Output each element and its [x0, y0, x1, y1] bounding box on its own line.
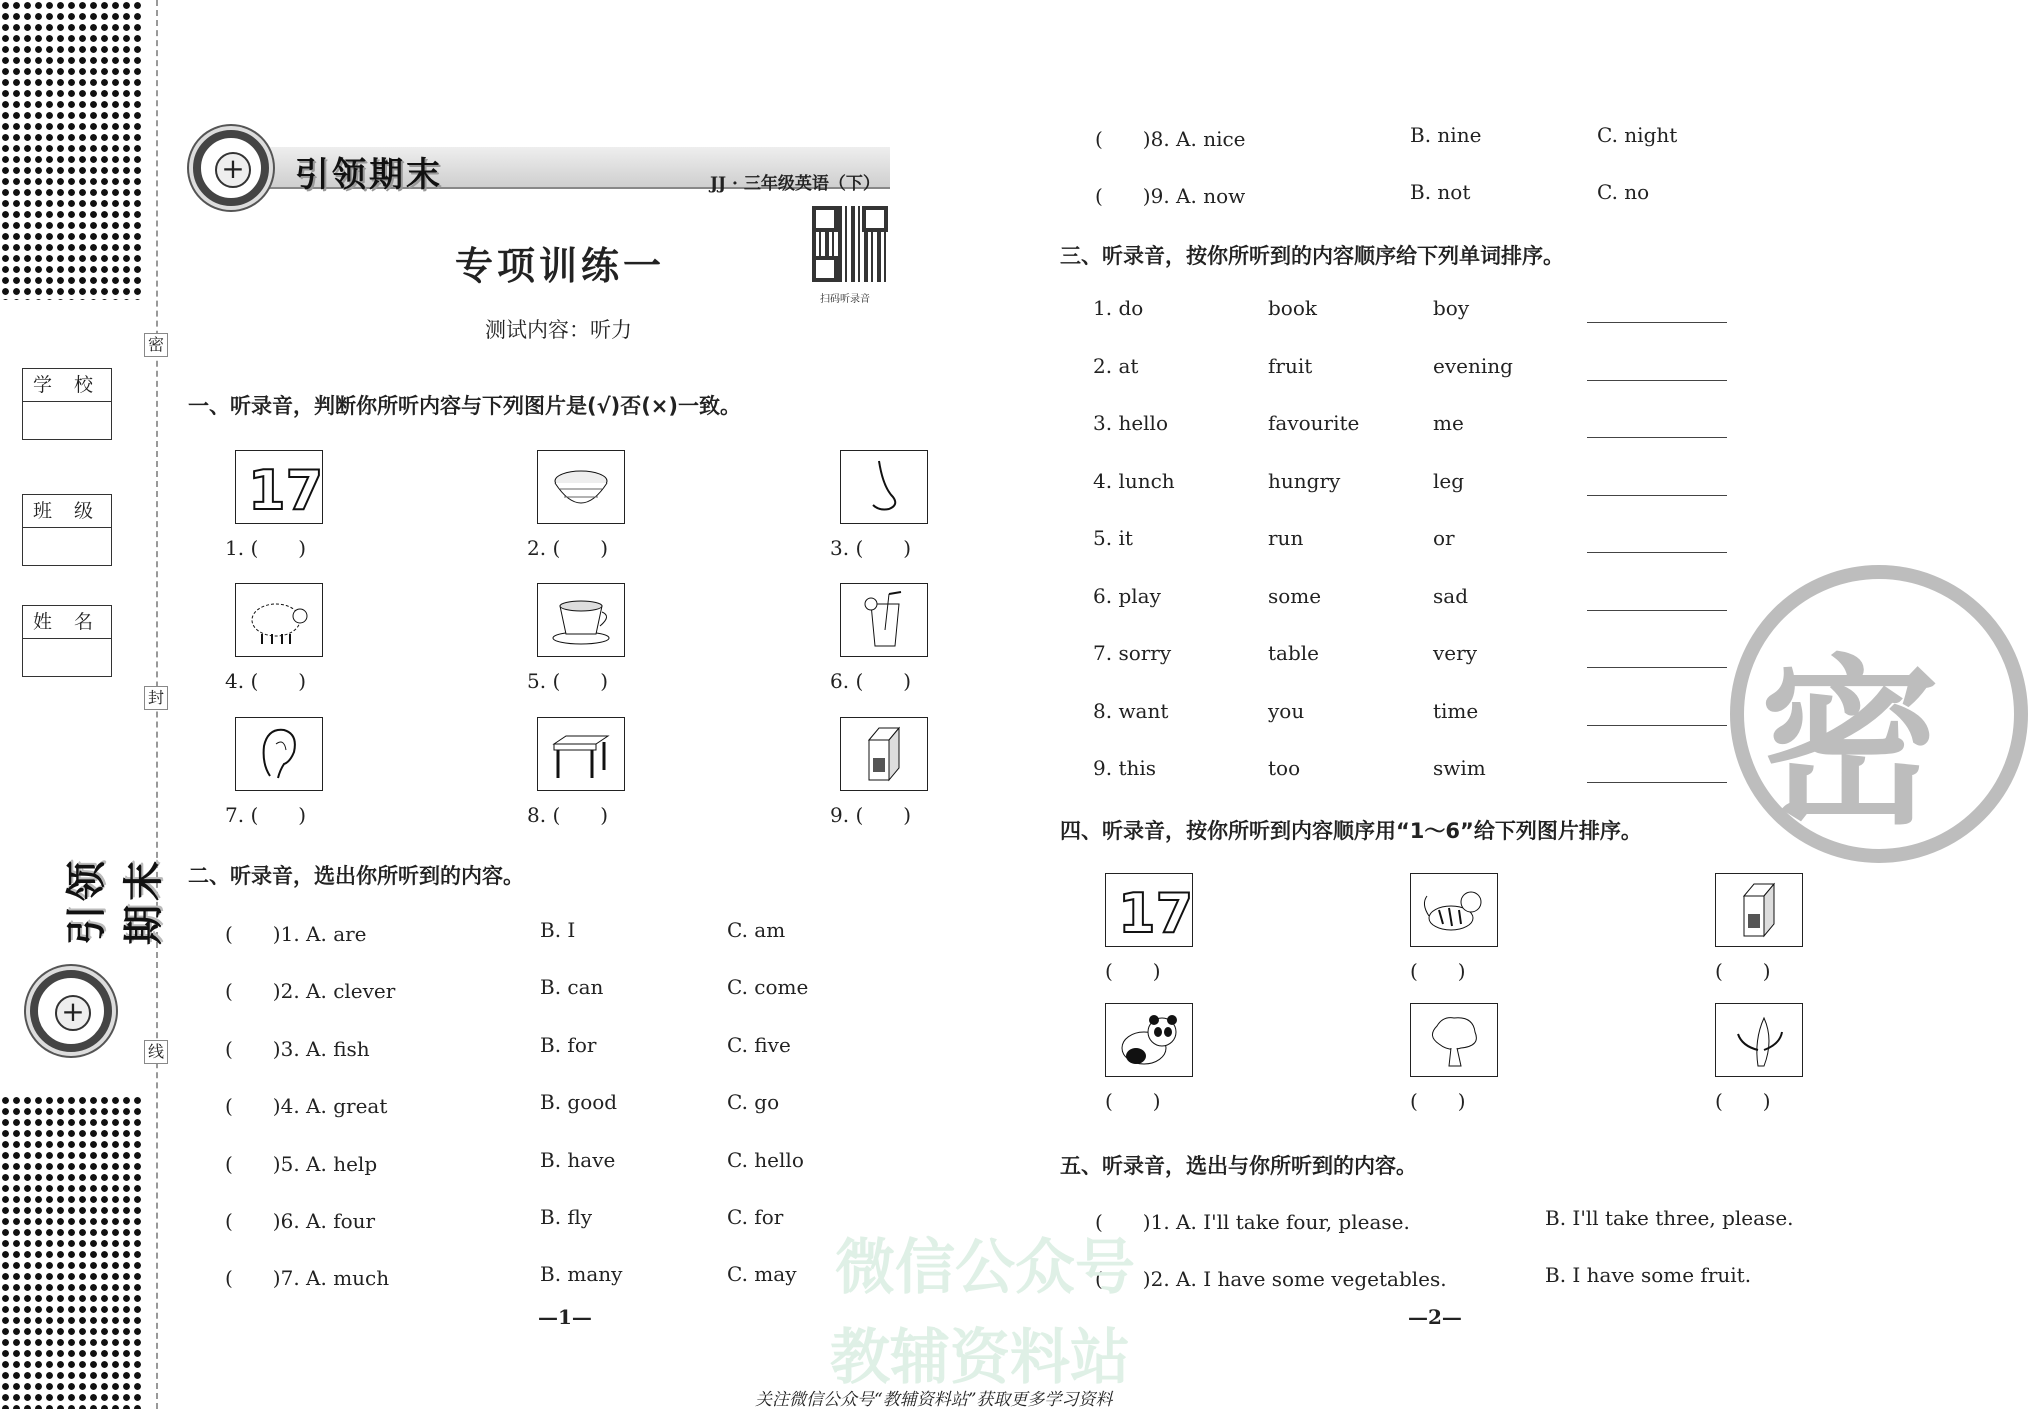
part3-item-9-a: 9. this	[1093, 756, 1157, 780]
brand-title: 引领期末	[295, 155, 443, 195]
part3-item-9-c: swim	[1433, 756, 1486, 780]
name-field[interactable]	[22, 605, 112, 677]
part2-item-1-c: C. am	[727, 918, 786, 942]
school-field[interactable]	[22, 368, 112, 440]
part5-item-1-b: B. I'll take three, please.	[1545, 1206, 1794, 1230]
part2-item-9-num: ( )9. A. now	[1095, 184, 1246, 208]
number-17-icon	[1105, 873, 1193, 947]
part3-item-5-a: 5. it	[1093, 526, 1133, 550]
part2-item-4-c: C. go	[727, 1090, 780, 1115]
part1-heading: 一、听录音，判断你所听内容与下列图片是(√)否(×)一致。	[188, 394, 741, 418]
binding-dot-pattern-top	[0, 0, 145, 300]
part3-item-7-a: 7. sorry	[1093, 641, 1172, 665]
part3-item-4-c: leg	[1433, 468, 1465, 493]
part3-item-7-b: table	[1268, 641, 1319, 665]
footer-note: 关注微信公众号“教辅资料站”获取更多学习资料	[755, 1390, 1113, 1410]
watermark-line2: 教辅资料站	[830, 1323, 1130, 1393]
part2-heading: 二、听录音，选出你所听到的内容。	[188, 864, 524, 888]
vertical-brand-title: 引领期末	[64, 857, 167, 945]
part5-item-1-a: ( )1. A. I'll take four, please.	[1095, 1210, 1410, 1234]
school-label: 学 校	[23, 369, 111, 402]
part2-item-3-c: C. five	[727, 1032, 791, 1057]
juice-glass-icon	[840, 583, 928, 657]
part2-item-9-b: B. not	[1410, 180, 1471, 204]
binding-dot-pattern-bottom	[0, 1095, 145, 1409]
part3-item-9-b: too	[1268, 756, 1301, 780]
part2-item-6-num: ( )6. A. four	[225, 1209, 376, 1233]
answer-blank[interactable]	[1587, 552, 1727, 553]
part3-item-8-b: you	[1268, 698, 1305, 723]
class-label: 班 级	[23, 495, 111, 528]
part5-item-2-b: B. I have some fruit.	[1545, 1263, 1752, 1287]
part1-item-4[interactable]: 4. ( )	[225, 669, 307, 693]
part2-item-6-b: B. fly	[540, 1205, 593, 1229]
part2-item-5-b: B. have	[540, 1147, 616, 1172]
part2-item-1-num: ( )1. A. are	[225, 922, 367, 946]
part5-heading: 五、听录音，选出与你所听到的内容。	[1060, 1154, 1417, 1178]
part2-item-8-b: B. nine	[1410, 123, 1482, 147]
part3-item-8-c: time	[1433, 698, 1479, 723]
banana-icon	[1715, 1003, 1803, 1077]
part3-item-6-a: 6. play	[1093, 583, 1161, 608]
part2-item-9-c: C. no	[1597, 180, 1650, 204]
answer-blank[interactable]	[1587, 380, 1727, 381]
part2-item-4-b: B. good	[540, 1090, 618, 1115]
part3-item-1-b: book	[1268, 296, 1318, 320]
part2-item-2-num: ( )2. A. clever	[225, 979, 396, 1004]
part3-item-5-c: or	[1433, 526, 1455, 550]
name-label: 姓 名	[23, 606, 111, 639]
part2-item-4-num: ( )4. A. great	[225, 1094, 388, 1119]
series-label: JJ · 三年级英语（下）	[710, 174, 880, 194]
part3-item-5-b: run	[1268, 526, 1304, 550]
qr-caption: 扫码听录音	[820, 294, 870, 305]
class-field[interactable]	[22, 494, 112, 566]
part2-item-1-b: B. I	[540, 918, 576, 942]
part3-item-8-a: 8. want	[1093, 698, 1169, 723]
milk-carton-icon	[1715, 873, 1803, 947]
part3-item-7-c: very	[1433, 641, 1477, 665]
answer-blank[interactable]	[1587, 725, 1727, 726]
part4-heading: 四、听录音，按你所听到内容顺序用“1～6”给下列图片排序。	[1060, 819, 1642, 843]
tree-icon	[1410, 1003, 1498, 1077]
part1-item-5[interactable]: 5. ( )	[527, 669, 609, 693]
panda-icon	[1105, 1003, 1193, 1077]
table-icon	[537, 717, 625, 791]
part2-item-8-num: ( )8. A. nice	[1095, 127, 1246, 151]
page-title: 专项训练一	[455, 243, 666, 288]
answer-blank[interactable]	[1587, 495, 1727, 496]
answer-blank[interactable]	[1587, 437, 1727, 438]
part1-item-9[interactable]: 9. ( )	[830, 803, 912, 827]
rice-bowl-icon	[537, 450, 625, 524]
header-banner	[190, 125, 930, 205]
part3-item-3-a: 3. hello	[1093, 411, 1168, 435]
svg-text:17: 17	[248, 459, 324, 522]
part2-item-7-c: C. may	[727, 1262, 797, 1287]
part2-item-5-num: ( )5. A. help	[225, 1151, 378, 1176]
part2-item-2-b: B. can	[540, 975, 604, 1000]
part3-item-3-b: favourite	[1268, 411, 1360, 435]
part4-order-blank[interactable]: ( )	[1715, 959, 1771, 983]
part3-item-6-c: sad	[1433, 583, 1468, 608]
teacup-icon	[537, 583, 625, 657]
part4-order-blank[interactable]: ( )	[1105, 959, 1161, 983]
part3-item-1-a: 1. do	[1093, 296, 1144, 320]
part3-item-2-c: evening	[1433, 353, 1513, 378]
answer-blank[interactable]	[1587, 667, 1727, 668]
milk-carton-icon	[840, 717, 928, 791]
watermark-line1: 微信公众号	[835, 1233, 1135, 1303]
wheel-logo-icon: +	[30, 970, 112, 1052]
wheel-logo-icon: +	[193, 130, 269, 206]
seal-char-feng: 封	[144, 686, 168, 710]
part3-item-4-b: hungry	[1268, 468, 1341, 493]
part3-item-1-c: boy	[1433, 296, 1470, 320]
seal-char-mi: 密	[144, 333, 168, 357]
part2-item-6-c: C. for	[727, 1205, 784, 1229]
part4-order-blank[interactable]: ( )	[1410, 959, 1466, 983]
part2-item-5-c: C. hello	[727, 1147, 804, 1172]
number-17-icon	[235, 450, 323, 524]
part3-item-2-b: fruit	[1268, 353, 1313, 378]
svg-text:17: 17	[1118, 882, 1194, 945]
part1-item-6[interactable]: 6. ( )	[830, 669, 912, 693]
ear-icon	[235, 717, 323, 791]
tiger-icon	[1410, 873, 1498, 947]
part3-item-6-b: some	[1268, 583, 1322, 608]
part1-item-7[interactable]: 7. ( )	[225, 803, 307, 827]
part2-item-3-b: B. for	[540, 1032, 597, 1057]
part1-item-8[interactable]: 8. ( )	[527, 803, 609, 827]
part2-item-8-c: C. night	[1597, 123, 1678, 147]
page-number-1: —1—	[538, 1305, 592, 1329]
answer-blank[interactable]	[1587, 322, 1727, 323]
seal-char-xian: 线	[144, 1040, 168, 1064]
part4-order-blank[interactable]: ( )	[1715, 1089, 1771, 1113]
qr-code-icon[interactable]	[812, 206, 888, 282]
part3-heading: 三、听录音，按你所听到的内容顺序给下列单词排序。	[1060, 244, 1564, 268]
page-number-2: —2—	[1408, 1305, 1462, 1329]
part1-item-2[interactable]: 2. ( )	[527, 536, 609, 560]
part4-order-blank[interactable]: ( )	[1105, 1089, 1161, 1113]
part4-order-blank[interactable]: ( )	[1410, 1089, 1466, 1113]
part1-item-1[interactable]: 1. ( )	[225, 536, 307, 560]
part1-item-3[interactable]: 3. ( )	[830, 536, 912, 560]
nose-icon	[840, 450, 928, 524]
seal-stamp-char: 密	[1760, 640, 1941, 849]
part2-item-7-num: ( )7. A. much	[225, 1266, 390, 1291]
part2-item-3-num: ( )3. A. fish	[225, 1036, 370, 1061]
part5-item-2-a: ( )2. A. I have some vegetables.	[1095, 1267, 1447, 1291]
answer-blank[interactable]	[1587, 610, 1727, 611]
part3-item-4-a: 4. lunch	[1093, 468, 1175, 493]
test-content: 测试内容：听力	[485, 318, 632, 342]
part3-item-2-a: 2. at	[1093, 353, 1139, 378]
sheep-icon	[235, 583, 323, 657]
answer-blank[interactable]	[1587, 782, 1727, 783]
part3-item-3-c: me	[1433, 411, 1464, 435]
part2-item-7-b: B. many	[540, 1262, 623, 1287]
part2-item-2-c: C. come	[727, 975, 809, 1000]
